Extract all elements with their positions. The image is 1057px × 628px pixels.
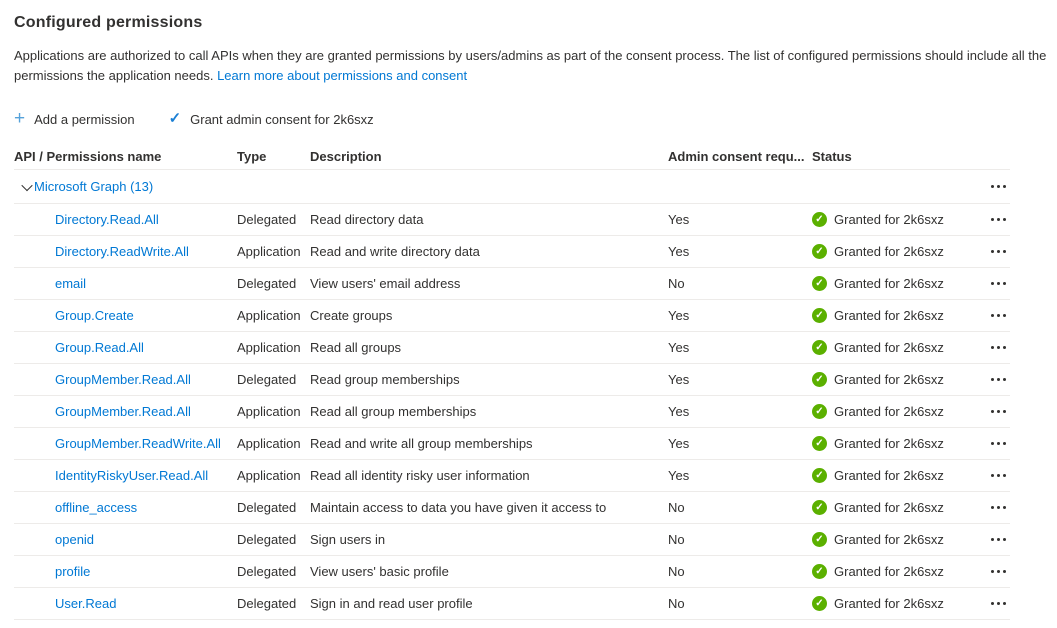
success-checkmark-icon: ✓ (812, 436, 827, 451)
ellipsis-icon[interactable] (987, 212, 1010, 227)
permission-description: Create groups (310, 308, 393, 323)
admin-consent-required-value: No (668, 564, 685, 579)
microsoft-graph-link[interactable]: Microsoft Graph (13) (34, 179, 154, 194)
grant-admin-consent-label: Grant admin consent for 2k6sxz (190, 111, 374, 127)
status-badge (812, 468, 970, 483)
table-row (14, 268, 1010, 300)
admin-consent-required-value: Yes (668, 212, 690, 227)
success-checkmark-icon: ✓ (812, 596, 827, 611)
permission-description: View users' basic profile (310, 564, 449, 579)
ellipsis-icon[interactable] (987, 179, 1010, 194)
admin-consent-required-value: Yes (668, 372, 690, 387)
column-header-description: Description (310, 149, 382, 164)
ellipsis-icon[interactable] (987, 276, 1010, 291)
table-row (14, 428, 1010, 460)
status-text: Granted for 2k6sxz (834, 532, 944, 547)
admin-consent-required-value: No (668, 500, 685, 515)
status-badge (812, 244, 970, 259)
status-text: Granted for 2k6sxz (834, 596, 944, 611)
permission-name-link[interactable]: Group.Create (55, 308, 134, 323)
permission-type: Delegated (237, 500, 297, 515)
permission-name-link[interactable]: openid (55, 532, 95, 547)
permission-type: Delegated (237, 276, 297, 291)
status-text: Granted for 2k6sxz (834, 372, 944, 387)
column-header-status: Status (812, 149, 852, 164)
table-row (14, 524, 1010, 556)
status-badge (812, 532, 970, 547)
status-badge (812, 276, 970, 291)
ellipsis-icon[interactable] (987, 436, 1010, 451)
ellipsis-icon[interactable] (987, 340, 1010, 355)
table-row (14, 300, 1010, 332)
table-row (14, 396, 1010, 428)
status-text: Granted for 2k6sxz (834, 500, 944, 515)
command-bar (14, 107, 1057, 131)
ellipsis-icon[interactable] (987, 500, 1010, 515)
add-permission-label: Add a permission (34, 111, 135, 127)
permission-name-link[interactable]: GroupMember.ReadWrite.All (55, 436, 221, 451)
status-badge (812, 564, 970, 579)
status-badge (812, 500, 970, 515)
ellipsis-icon[interactable] (987, 468, 1010, 483)
admin-consent-required-value: Yes (668, 468, 690, 483)
status-text: Granted for 2k6sxz (834, 340, 944, 355)
permission-type: Delegated (237, 564, 297, 579)
status-badge (812, 372, 970, 387)
status-badge (812, 404, 970, 419)
permission-name-link[interactable]: Group.Read.All (55, 340, 144, 355)
permission-name-link[interactable]: IdentityRiskyUser.Read.All (55, 468, 209, 483)
checkmark-icon: ✓ (168, 110, 182, 127)
status-badge (812, 212, 970, 227)
permission-name-link[interactable]: Directory.Read.All (55, 212, 159, 227)
status-text: Granted for 2k6sxz (834, 308, 944, 323)
table-row (14, 588, 1010, 620)
success-checkmark-icon: ✓ (812, 340, 827, 355)
table-row (14, 460, 1010, 492)
admin-consent-required-value: No (668, 532, 685, 547)
permission-name-link[interactable]: Directory.ReadWrite.All (55, 244, 189, 259)
success-checkmark-icon: ✓ (812, 564, 827, 579)
status-badge (812, 308, 970, 323)
status-text: Granted for 2k6sxz (834, 436, 944, 451)
admin-consent-required-value: Yes (668, 244, 690, 259)
ellipsis-icon[interactable] (987, 404, 1010, 419)
permission-name-link[interactable]: GroupMember.Read.All (55, 372, 191, 387)
status-text: Granted for 2k6sxz (834, 276, 944, 291)
permission-description: Maintain access to data you have given it access to (310, 500, 607, 515)
chevron-down-icon[interactable] (21, 179, 32, 190)
permission-type: Application (237, 244, 301, 259)
permissions-description (14, 46, 1050, 86)
permission-type: Application (237, 340, 301, 355)
admin-consent-required-value: No (668, 596, 685, 611)
table-row (14, 236, 1010, 268)
permission-description: View users' email address (310, 276, 461, 291)
table-row (14, 492, 1010, 524)
table-row (14, 364, 1010, 396)
permission-type: Delegated (237, 532, 297, 547)
permission-type: Application (237, 404, 301, 419)
column-header-type: Type (237, 149, 267, 164)
status-badge (812, 340, 970, 355)
status-badge (812, 436, 970, 451)
permission-description: Read and write directory data (310, 244, 480, 259)
permission-description: Read directory data (310, 212, 424, 227)
learn-more-link[interactable]: Learn more about permissions and consent (217, 68, 468, 83)
permission-name-link[interactable]: profile (55, 564, 91, 579)
table-row (14, 556, 1010, 588)
permission-description: Sign users in (310, 532, 386, 547)
status-text: Granted for 2k6sxz (834, 212, 944, 227)
success-checkmark-icon: ✓ (812, 500, 827, 515)
admin-consent-required-value: Yes (668, 308, 690, 323)
permission-description: Read all groups (310, 340, 402, 355)
status-text: Granted for 2k6sxz (834, 244, 944, 259)
permissions-table (14, 144, 1010, 620)
permission-description: Read and write all group memberships (310, 436, 533, 451)
success-checkmark-icon: ✓ (812, 468, 827, 483)
success-checkmark-icon: ✓ (812, 244, 827, 259)
permission-name-link[interactable]: email (55, 276, 87, 291)
permission-type: Application (237, 308, 301, 323)
permission-description: Read all group memberships (310, 404, 477, 419)
permission-type: Delegated (237, 212, 297, 227)
permission-name-link[interactable]: GroupMember.Read.All (55, 404, 191, 419)
success-checkmark-icon: ✓ (812, 532, 827, 547)
admin-consent-required-value: Yes (668, 404, 690, 419)
ellipsis-icon[interactable] (987, 372, 1010, 387)
admin-consent-required-value: Yes (668, 340, 690, 355)
permission-description: Read group memberships (310, 372, 460, 387)
success-checkmark-icon: ✓ (812, 212, 827, 227)
table-row (14, 332, 1010, 364)
table-header-row (14, 144, 1010, 170)
table-row (14, 204, 1010, 236)
permission-type: Application (237, 436, 301, 451)
success-checkmark-icon: ✓ (812, 308, 827, 323)
ellipsis-icon[interactable] (987, 596, 1010, 611)
grant-admin-consent-button[interactable] (169, 111, 374, 127)
ellipsis-icon[interactable] (987, 308, 1010, 323)
permission-description: Sign in and read user profile (310, 596, 473, 611)
column-header-admin-consent: Admin consent requ... (668, 149, 805, 164)
permission-type: Application (237, 468, 301, 483)
status-text: Granted for 2k6sxz (834, 468, 944, 483)
permission-description: Read all identity risky user information (310, 468, 530, 483)
admin-consent-required-value: Yes (668, 436, 690, 451)
ellipsis-icon[interactable] (987, 244, 1010, 259)
plus-icon: + (14, 108, 26, 129)
admin-consent-required-value: No (668, 276, 685, 291)
add-permission-button[interactable] (14, 108, 135, 129)
permissions-rows (14, 204, 1010, 620)
permission-name-link[interactable]: offline_access (55, 500, 138, 515)
status-text: Granted for 2k6sxz (834, 564, 944, 579)
permission-name-link[interactable]: User.Read (55, 596, 117, 611)
success-checkmark-icon: ✓ (812, 404, 827, 419)
description-text: Applications are authorized to call APIs when they are granted permissions by users/admins as part of the consent process. The list of configured permissions should include all the permissions the application needs. (14, 48, 1047, 83)
page-title: Configured permissions (14, 14, 203, 31)
permission-type: Delegated (237, 372, 297, 387)
success-checkmark-icon: ✓ (812, 372, 827, 387)
status-badge (812, 596, 970, 611)
ellipsis-icon[interactable] (987, 564, 1010, 579)
ellipsis-icon[interactable] (987, 532, 1010, 547)
success-checkmark-icon: ✓ (812, 276, 827, 291)
column-header-name: API / Permissions name (14, 149, 162, 164)
api-group-row-microsoft-graph (14, 170, 1010, 204)
status-text: Granted for 2k6sxz (834, 404, 944, 419)
permission-type: Delegated (237, 596, 297, 611)
